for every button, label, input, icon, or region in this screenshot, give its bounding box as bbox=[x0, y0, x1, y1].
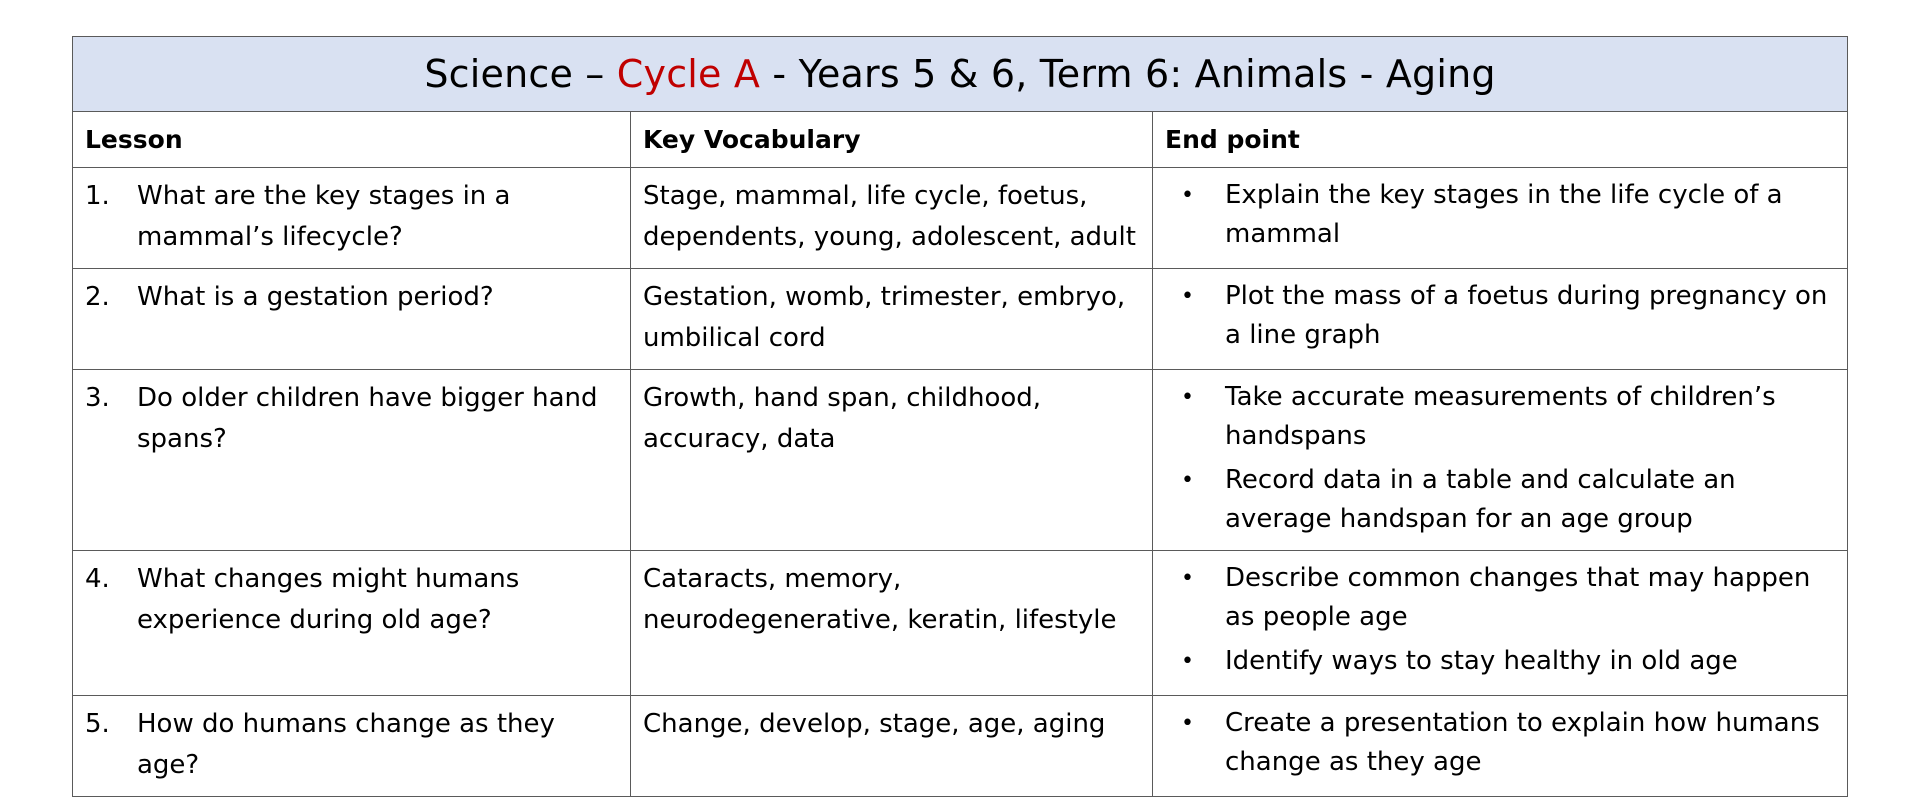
vocab-cell: Cataracts, memory, neurodegenerative, keratin, lifestyle bbox=[631, 551, 1153, 696]
end-point-cell bbox=[1153, 551, 1848, 696]
end-point-list bbox=[1167, 277, 1837, 355]
table-row bbox=[73, 696, 1848, 797]
table-row bbox=[73, 168, 1848, 269]
end-point-cell bbox=[1153, 269, 1848, 370]
title-suffix: - Years 5 & 6, Term 6: Animals - Aging bbox=[760, 52, 1496, 96]
lesson-question: What changes might humans experience during old age? bbox=[137, 564, 520, 635]
end-point-list bbox=[1167, 559, 1837, 681]
end-point-cell bbox=[1153, 696, 1848, 797]
lesson-number: 3. bbox=[85, 383, 110, 413]
end-point-item bbox=[1167, 704, 1837, 782]
lesson-number: 4. bbox=[85, 564, 110, 594]
lesson-number: 5. bbox=[85, 709, 110, 739]
lesson-cell bbox=[73, 168, 631, 269]
end-point-list bbox=[1167, 378, 1837, 539]
column-header-vocab: Key Vocabulary bbox=[631, 112, 1153, 168]
lesson-question: Do older children have bigger hand spans? bbox=[137, 383, 598, 454]
end-point-item bbox=[1167, 277, 1837, 355]
lesson-question: How do humans change as they age? bbox=[137, 709, 555, 780]
bullet-icon: • bbox=[1181, 284, 1194, 309]
bullet-icon: • bbox=[1181, 649, 1194, 674]
end-point-text: Plot the mass of a foetus during pregnancy on a line graph bbox=[1225, 281, 1828, 350]
vocab-cell: Growth, hand span, childhood, accuracy, data bbox=[631, 370, 1153, 551]
bullet-icon: • bbox=[1181, 183, 1194, 208]
bullet-icon: • bbox=[1181, 385, 1194, 410]
page-title bbox=[73, 37, 1848, 112]
end-point-text: Create a presentation to explain how humans change as they age bbox=[1225, 708, 1820, 777]
title-row bbox=[73, 37, 1848, 112]
end-point-cell bbox=[1153, 168, 1848, 269]
lesson-cell bbox=[73, 551, 631, 696]
column-header-lesson: Lesson bbox=[73, 112, 631, 168]
end-point-item bbox=[1167, 642, 1837, 681]
end-point-item bbox=[1167, 176, 1837, 254]
end-point-item bbox=[1167, 378, 1837, 456]
end-point-item bbox=[1167, 559, 1837, 637]
lesson-cell bbox=[73, 370, 631, 551]
end-point-text: Explain the key stages in the life cycle of a mammal bbox=[1225, 180, 1783, 249]
bullet-icon: • bbox=[1181, 468, 1194, 493]
end-point-list bbox=[1167, 176, 1837, 254]
curriculum-table bbox=[72, 36, 1848, 797]
title-accent: Cycle A bbox=[616, 52, 761, 96]
table-row bbox=[73, 269, 1848, 370]
lesson-cell bbox=[73, 696, 631, 797]
lesson-number: 2. bbox=[85, 282, 110, 312]
bullet-icon: • bbox=[1181, 711, 1194, 736]
end-point-text: Describe common changes that may happen as people age bbox=[1225, 563, 1811, 632]
column-header-end-point: End point bbox=[1153, 112, 1848, 168]
vocab-cell: Stage, mammal, life cycle, foetus, dependents, young, adolescent, adult bbox=[631, 168, 1153, 269]
end-point-list bbox=[1167, 704, 1837, 782]
table-row bbox=[73, 370, 1848, 551]
end-point-cell bbox=[1153, 370, 1848, 551]
lesson-question: What are the key stages in a mammal’s lifecycle? bbox=[137, 181, 511, 252]
lesson-cell bbox=[73, 269, 631, 370]
end-point-text: Take accurate measurements of children’s handspans bbox=[1225, 382, 1776, 451]
end-point-item bbox=[1167, 461, 1837, 539]
end-point-text: Record data in a table and calculate an average handspan for an age group bbox=[1225, 465, 1736, 534]
header-row bbox=[73, 112, 1848, 168]
vocab-cell: Change, develop, stage, age, aging bbox=[631, 696, 1153, 797]
end-point-text: Identify ways to stay healthy in old age bbox=[1225, 646, 1738, 676]
title-prefix: Science – bbox=[424, 52, 617, 96]
lesson-question: What is a gestation period? bbox=[137, 282, 494, 312]
lesson-number: 1. bbox=[85, 181, 110, 211]
table-row bbox=[73, 551, 1848, 696]
vocab-cell: Gestation, womb, trimester, embryo, umbilical cord bbox=[631, 269, 1153, 370]
bullet-icon: • bbox=[1181, 566, 1194, 591]
